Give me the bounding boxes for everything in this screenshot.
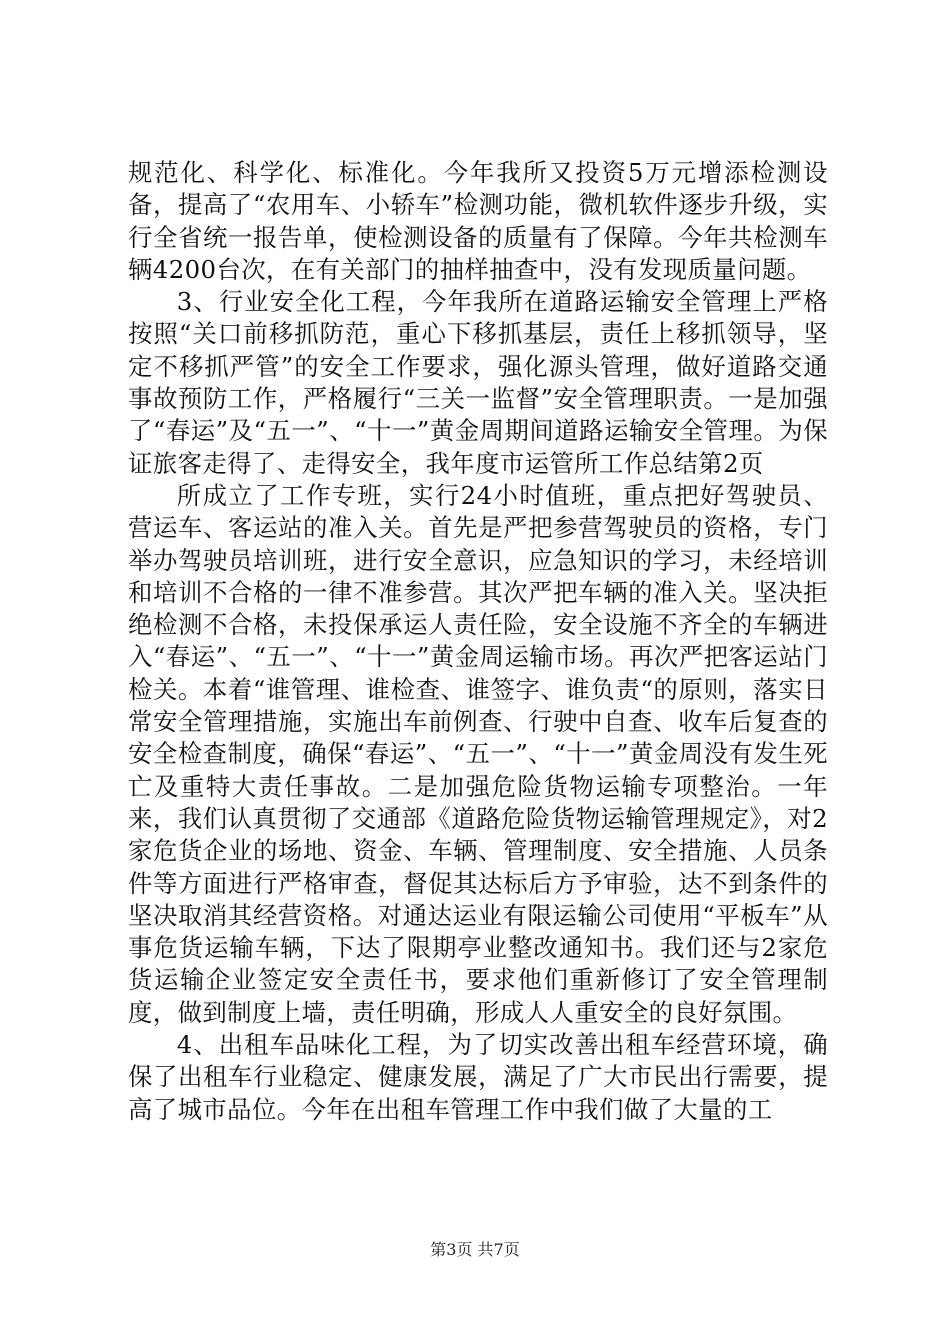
page-footer [0,1240,950,1260]
paragraph-special-team: 所成立了工作专班，实行24小时值班，重点把好驾驶员、营运车、客运站的准入关。首先是严把参营驾驶员的资格，专门举办驾驶员培训班，进行安全意识，应急知识的学习，未经培训和培训不合格的一律不准参营。其次严把车辆的准入关。坚决拒绝检测不合格，未投保承运人责任险，安全设施不齐全的车辆进入“春运”、“五一”、“十一”黄金周运输市场。再次严把客运站门检关。本着“谁管理、谁检查、谁签字、谁负责“的原则，落实日常安全管理措施，实施出车前例查、行驶中自查、收车后复查的安全检查制度，确保“春运”、“五一”、“十一”黄金周没有发生死亡及重特大责任事故。二是加强危险货物运输专项整治。一年来，我们认真贯彻了交通部《道路危险货物运输管理规定》，对2家危货企业的场地、资金、车辆、管理制度、安全措施、人员条件等方面进行严格审查，督促其达标后方予审验，达不到条件的坚决取消其经营资格。对通达运业有限运输公司使用“平板车”从事危货运输车辆，下达了限期亭业整改通知书。我们还与2家危货运输企业签定安全责任书，要求他们重新修订了安全管理制度，做到制度上墙，责任明确，形成人人重安全的良好氛围。 [128,480,828,1027]
page-number: 第3页 共7页 [430,1240,520,1259]
paragraph-safety: 3、行业安全化工程，今年我所在道路运输安全管理上严格按照“关口前移抓防范，重心下移抓基层，责任上移抓领导，坚定不移抓严管”的安全工作要求，强化源头管理，做好道路交通事故预防工作，严格履行“三关一监督”安全管理职责。一是加强了“春运”及“五一”、“十一”黄金周期间道路运输安全管理。为保证旅客走得了、走得安全，我年度市运管所工作总结第2页 [128,287,828,478]
paragraph-continuation: 规范化、科学化、标准化。今年我所又投资5万元增添检测设备，提高了“农用车、小轿车”检测功能，微机软件逐步升级，实行全省统一报告单，使检测设备的质量有了保障。今年共检测车辆4200台次，在有关部门的抽样抽查中，没有发现质量问题。 [128,158,828,284]
paragraph-taxi: 4、出租车品味化工程，为了切实改善出租车经营环境，确保了出租车行业稳定、健康发展，满足了广大市民出行需要，提高了城市品位。今年在出租车管理工作中我们做了大量的工 [128,1030,828,1124]
body-text [128,157,828,1126]
